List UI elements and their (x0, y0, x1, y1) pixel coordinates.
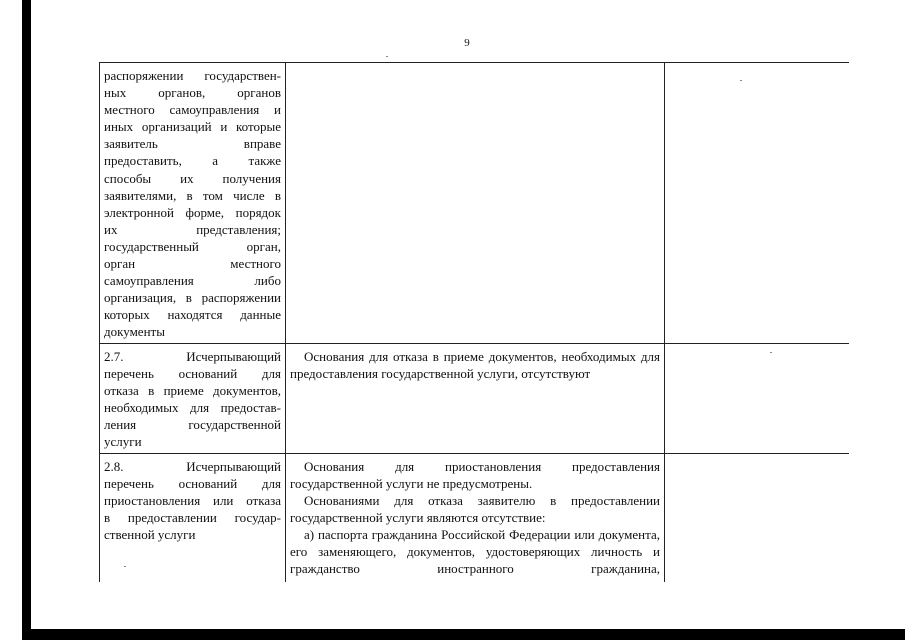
cell-text-line: самоуправления либо (104, 273, 281, 289)
scan-border-bottom (22, 629, 905, 640)
scan-speck (770, 352, 772, 353)
cell-text-line: их представления; (104, 221, 281, 237)
cell-text-line: перечень оснований для (104, 475, 281, 491)
cell-text-line: перечень оснований для (104, 365, 281, 381)
table-row (100, 343, 850, 453)
table-frame (99, 62, 849, 582)
row-content-cell (286, 63, 665, 344)
cell-text-line: 2.7. Исчерпывающий (104, 348, 281, 364)
table-row (100, 453, 850, 582)
cell-text-line: ления государственной (104, 416, 281, 432)
cell-text-line: организация, в распоряжении (104, 290, 281, 306)
cell-text-line: распоряжении государствен- (104, 68, 281, 83)
cell-paragraph: а) паспорта гражданина Российской Федерации или документа, его заменяющего, документов, удостоверяющих личность и гражданство иностранного гражданина, (290, 526, 660, 577)
row-heading-cell (100, 343, 286, 453)
row-notes-cell (665, 343, 850, 453)
row-notes-cell (665, 63, 850, 344)
cell-text-line: иных организаций и которые (104, 119, 281, 135)
cell-text-line: услуги (104, 433, 142, 449)
cell-text-line: заявителями, в том числе в (104, 187, 281, 203)
row-notes-cell (665, 453, 850, 582)
cell-text-line: документы (104, 324, 165, 340)
cell-text-line: предоставить, а также (104, 153, 281, 169)
cell-text-line: которых находятся данные (104, 307, 281, 323)
cell-text-line: приостановления или отказа (104, 492, 281, 508)
cell-text-line: 2.8. Исчерпывающий (104, 458, 281, 474)
row-content-cell (286, 343, 665, 453)
cell-text-line: необходимых для предостав- (104, 399, 281, 415)
row-heading-cell (100, 453, 286, 582)
cell-text-line: государственный орган, (104, 238, 281, 254)
cell-text-line: в предоставлении государ- (104, 509, 281, 525)
cell-text-line: заявитель вправе (104, 136, 281, 152)
cell-text-line: электронной форме, порядок (104, 204, 281, 220)
scan-speck (386, 56, 388, 57)
cell-paragraph: Основания для приостановления предоставления государственной услуги не предусмотрены. (290, 458, 660, 491)
cell-text-line: ных органов, органов (104, 85, 281, 101)
page-number: 9 (464, 37, 470, 49)
scan-speck (124, 566, 126, 567)
cell-text-line: способы их получения (104, 170, 281, 186)
regulation-table (99, 62, 849, 582)
cell-text-line: орган местного (104, 256, 281, 272)
scan-speck (740, 80, 742, 81)
row-heading-cell (100, 63, 286, 344)
cell-text-line: отказа в приеме документов, (104, 382, 281, 398)
table-row (100, 63, 850, 344)
cell-text-line: местного самоуправления и (104, 102, 281, 118)
cell-text-line: ственной услуги (104, 526, 196, 542)
cell-paragraph: Основаниями для отказа заявителю в предоставлении государственной услуги являются отсутствие: (290, 492, 660, 525)
cell-paragraph: Основания для отказа в приеме документов, необходимых для предоставления государственной услуги, отсутствуют (290, 348, 660, 381)
row-content-cell (286, 453, 665, 582)
scan-border-left (22, 0, 31, 640)
